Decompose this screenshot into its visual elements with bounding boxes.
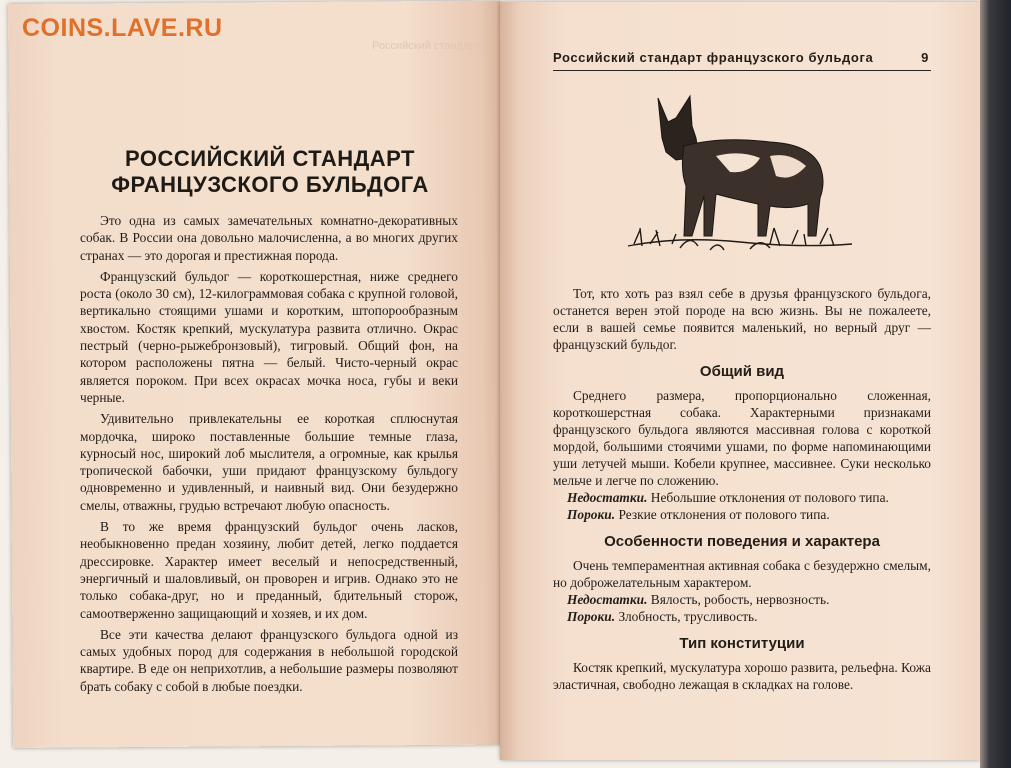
right-body-text — [553, 285, 931, 693]
vices-line — [553, 506, 931, 523]
vices-text: Злобность, трусливость. — [618, 609, 758, 624]
paragraph: Удивительно привлекательны ее короткая сплюснутая мордочка, широко поставленные большие темные глаза, курносый нос, широкий лоб мыслителя, а огромные, как крылья тропической бабочки, уши придают французскому бульдогу одновременно и удивленный, и наивный вид. Они безудержно смелы, отважны, грудью встречают любую опасность. — [80, 411, 458, 513]
scanner-edge — [980, 0, 1011, 768]
faults-line — [553, 591, 931, 608]
vices-text: Резкие отклонения от полового типа. — [618, 507, 830, 522]
faults-text: Небольшие отклонения от полового типа. — [650, 490, 889, 505]
paragraph: Французский бульдог — короткошерстная, ниже среднего роста (около 30 см), 12-килограммовая собака с крупной головой, вертикально стоящими ушами и коротким, штопорообразным хвостом. Костяк крепкий, мускулатура развита отлично. Окрас пестрый (черно-рыжебронзовый), тигровый. Общий фон, на котором расположены пятна — белый. Чисто-черный окрас является пороком. При всех окрасах мочка носа, губы и веки черные. — [80, 268, 458, 405]
left-body-text — [80, 212, 458, 699]
chapter-title-line1: РОССИЙСКИЙ СТАНДАРТ — [125, 146, 415, 171]
section-general-text: Среднего размера, пропорционально сложенная, короткошерстная собака. Характерными признаками французского бульдога являются массивная голова с короткой мордой, большими стоячими ушами, по форме напоминающими уши летучей мыши. Кобели крупнее, массивнее. Суки несколько мельче и легче по сложению. — [553, 388, 931, 488]
chapter-title — [60, 146, 480, 198]
section-title-constitution: Тип конституции — [679, 635, 805, 652]
paragraph: Это одна из самых замечательных комнатно-декоративных собак. В России она довольно малочисленна, а во многих других странах — это дорогая и престижная порода. — [80, 213, 458, 263]
section-constitution-text: Костяк крепкий, мускулатура хорошо развита, рельефна. Кожа эластичная, свободно лежащая в складках на голове. — [553, 660, 931, 692]
grass-ground — [628, 228, 852, 250]
paragraph: Все эти качества делают французского бульдога одной из самых удобных пород для содержания в небольшой городской квартире. В еде он неприхотлив, а небольшие размеры позволяют брать собаку с собой в любые поездки. — [80, 626, 458, 694]
french-bulldog-illustration — [620, 86, 860, 286]
faults-line — [553, 489, 931, 506]
vices-line — [553, 608, 931, 625]
vices-label: Пороки. — [567, 609, 616, 624]
section-title-behavior: Особенности поведения и характера — [604, 533, 880, 550]
section-title-general: Общий вид — [699, 363, 785, 380]
faults-label: Недостатки. — [567, 592, 648, 607]
vices-label: Пороки. — [567, 507, 616, 522]
left-running-head-ghost: Российский стандарт — [372, 40, 480, 52]
running-head — [553, 48, 931, 71]
faults-text: Вялость, робость, нервозность. — [650, 592, 830, 607]
watermark: COINS.LAVE.RU — [22, 14, 223, 42]
faults-label: Недостатки. — [567, 490, 648, 505]
chapter-title-line2: ФРАНЦУЗСКОГО БУЛЬДОГА — [111, 172, 429, 197]
intro-paragraph: Тот, кто хоть раз взял себе в друзья французского бульдога, останется верен этой породе на всю жизнь. Вы не пожалеете, если в вашей семье появится маленький, но верный друг — французский бульдог. — [553, 286, 931, 352]
section-behavior-text: Очень темпераментная активная собака с безудержно смелым, но доброжелательным характером. — [553, 558, 931, 590]
page-number: 9 — [921, 50, 929, 65]
running-head-title: Российский стандарт французского бульдога — [553, 50, 874, 65]
dog-silhouette — [658, 96, 823, 236]
paragraph: В то же время французский бульдог очень ласков, необыкновенно предан хозяину, любит детей, легко поддается дрессировке. Характер имеет веселый и непосредственный, энергичный и шаловливый, он проворен и игрив. Однако это не только собака-друг, но и преданный, бдительный сторож, самоотверженно защищающий и хозяев, и их дом. — [80, 519, 458, 621]
